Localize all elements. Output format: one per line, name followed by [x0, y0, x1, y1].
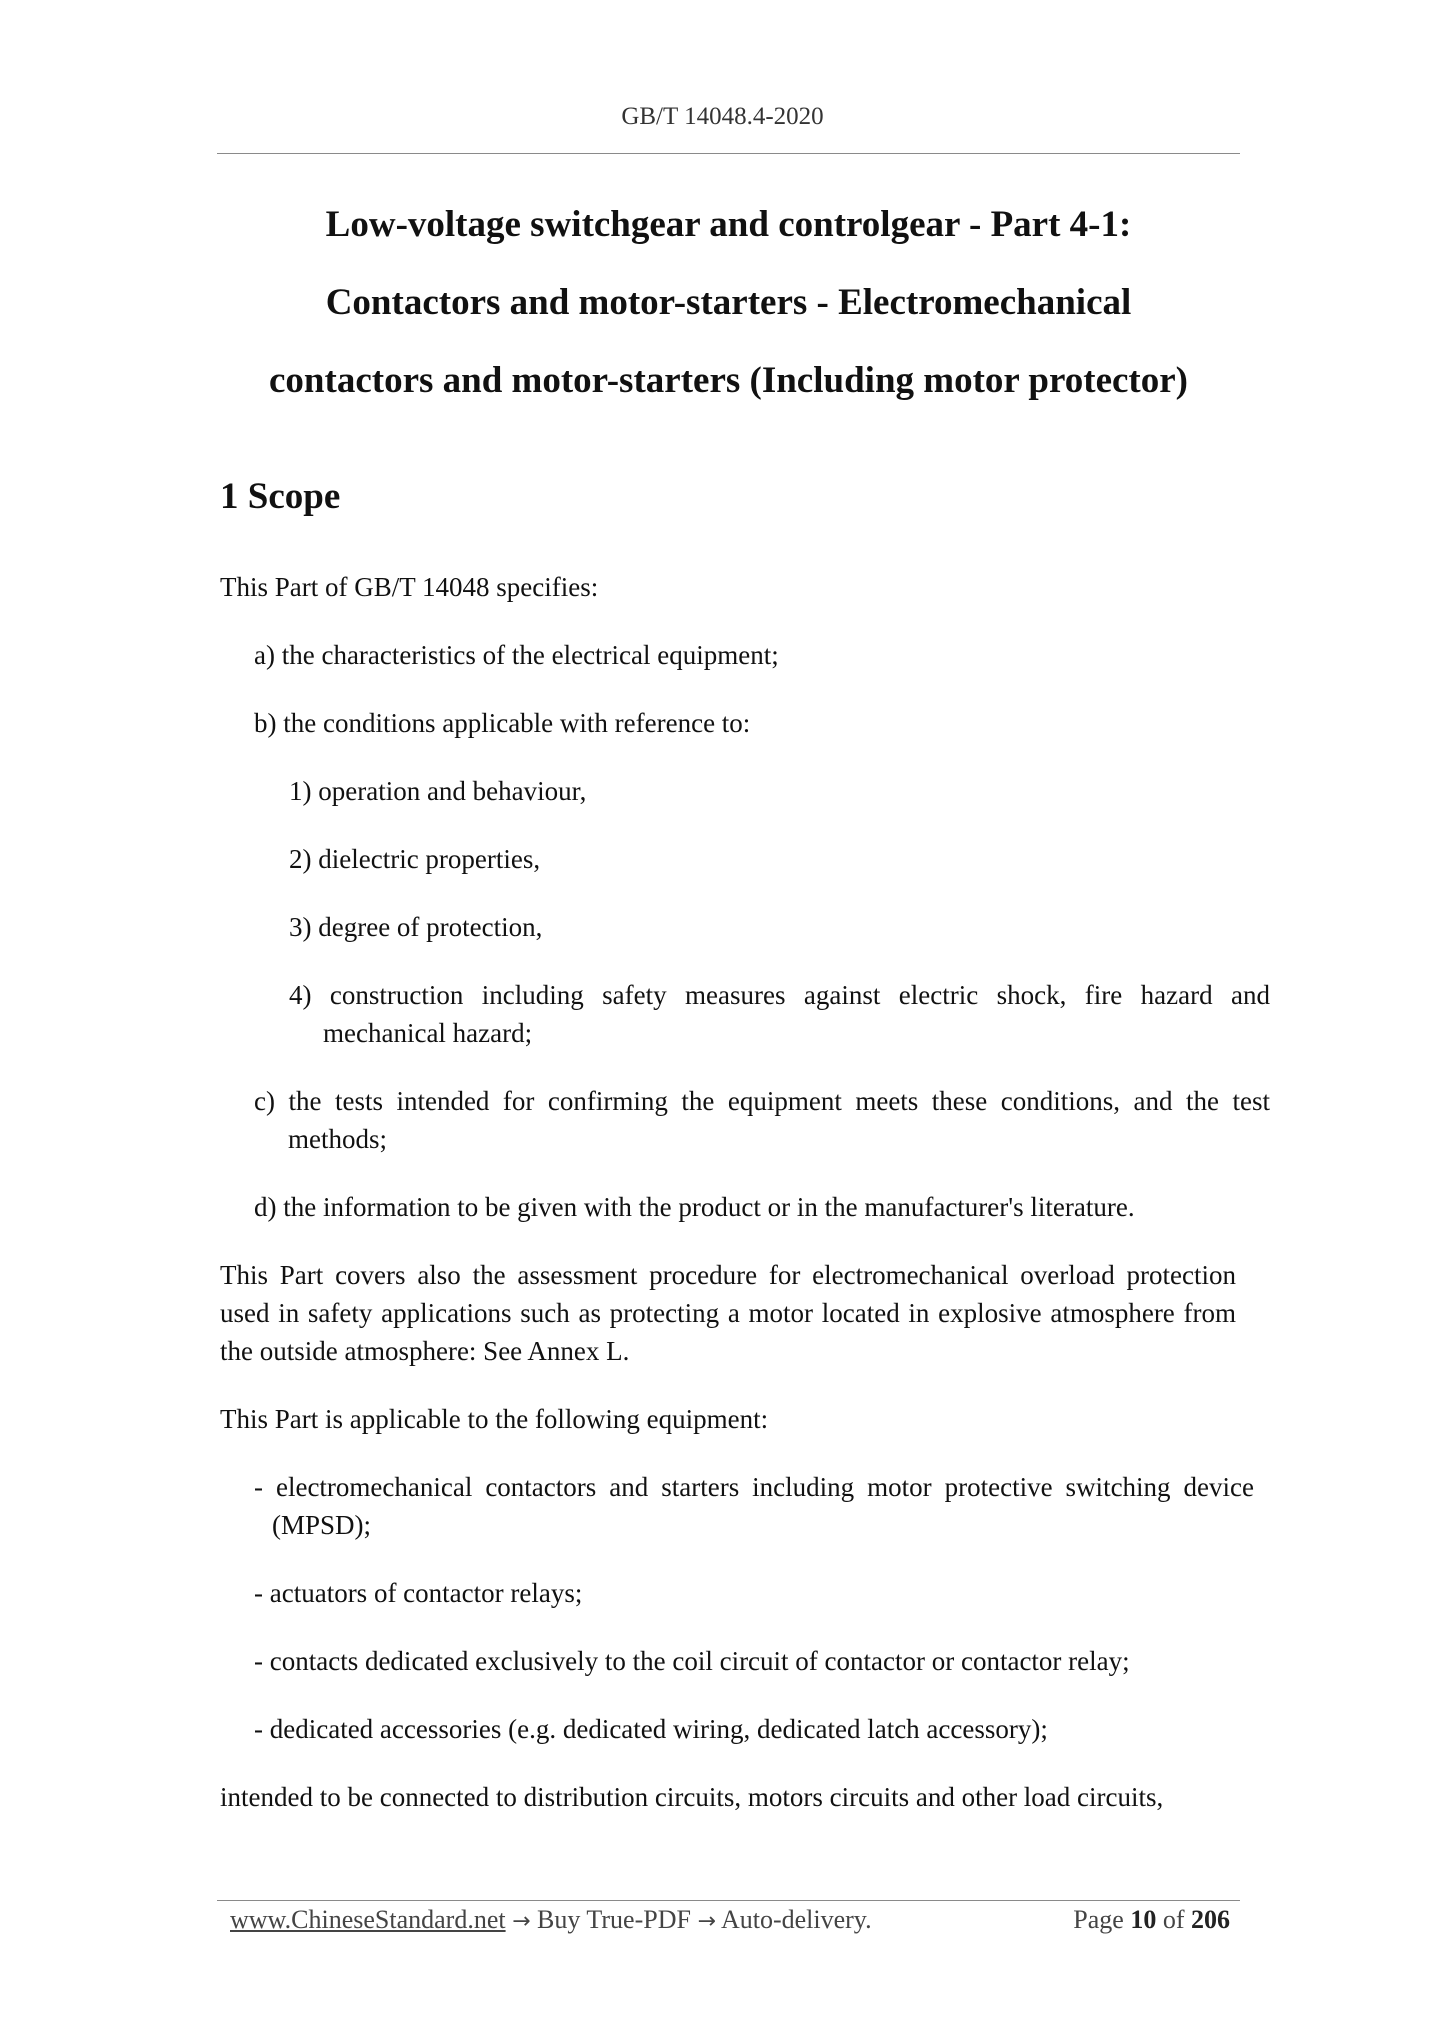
dash-item-actuators: - actuators of contactor relays;: [254, 1578, 583, 1608]
sub-item-3: 3) degree of protection,: [289, 912, 543, 942]
paragraph-overload-protection: This Part covers also the assessment procedure for electromechanical overload protection used in safety applications such as protecting a motor located in explosive atmosphere from the outside atmosphere: See Annex L.: [220, 1260, 1236, 1366]
list-item-b: b) the conditions applicable with reference to:: [254, 708, 751, 738]
list-item-a: a) the characteristics of the electrical equipment;: [254, 640, 779, 670]
header-divider: [217, 153, 1240, 154]
dash-item-contactors: - electromechanical contactors and starters including motor protective switching device (MPSD);: [254, 1472, 1254, 1540]
arrow-right-icon: →: [512, 1909, 531, 1934]
buy-true-pdf-text: Buy True-PDF: [537, 1905, 691, 1934]
section-heading-scope: 1 Scope: [220, 476, 341, 517]
page-footer: [230, 1905, 1230, 1935]
arrow-right-icon: →: [697, 1909, 716, 1934]
title-line-1: Low-voltage switchgear and controlgear - Part 4-1:: [325, 204, 1132, 245]
paragraph-applicable-equipment: This Part is applicable to the following equipment:: [220, 1404, 769, 1434]
scope-intro: This Part of GB/T 14048 specifies:: [220, 572, 599, 602]
sub-item-1: 1) operation and behaviour,: [289, 776, 587, 806]
list-item-c: c) the tests intended for confirming the equipment meets these conditions, and the test methods;: [254, 1086, 1270, 1154]
title-line-2: Contactors and motor-starters - Electromechanical: [325, 282, 1132, 323]
list-item-d: d) the information to be given with the product or in the manufacturer's literature.: [254, 1192, 1135, 1222]
title-line-3: contactors and motor-starters (Including motor protector): [269, 360, 1188, 401]
sub-item-4: 4) construction including safety measures against electric shock, fire hazard and mechanical hazard;: [289, 980, 1270, 1048]
paragraph-connected-circuits: intended to be connected to distribution circuits, motors circuits and other load circuits,: [220, 1782, 1164, 1812]
of-label: of: [1162, 1905, 1185, 1934]
page-label: Page: [1073, 1905, 1124, 1934]
page-indicator: [1073, 1905, 1230, 1935]
current-page-number: 10: [1130, 1905, 1157, 1934]
running-header-standard-code: GB/T 14048.4-2020: [621, 103, 824, 130]
document-title: [217, 186, 1240, 420]
total-page-count: 206: [1191, 1905, 1230, 1934]
dash-item-contacts: - contacts dedicated exclusively to the coil circuit of contactor or contactor relay;: [254, 1646, 1130, 1676]
auto-delivery-text: Auto-delivery.: [720, 1905, 872, 1934]
website-link[interactable]: www.ChineseStandard.net: [230, 1905, 506, 1934]
footer-divider: [217, 1900, 1240, 1901]
dash-item-accessories: - dedicated accessories (e.g. dedicated wiring, dedicated latch accessory);: [254, 1714, 1048, 1744]
sub-item-2: 2) dielectric properties,: [289, 844, 541, 874]
